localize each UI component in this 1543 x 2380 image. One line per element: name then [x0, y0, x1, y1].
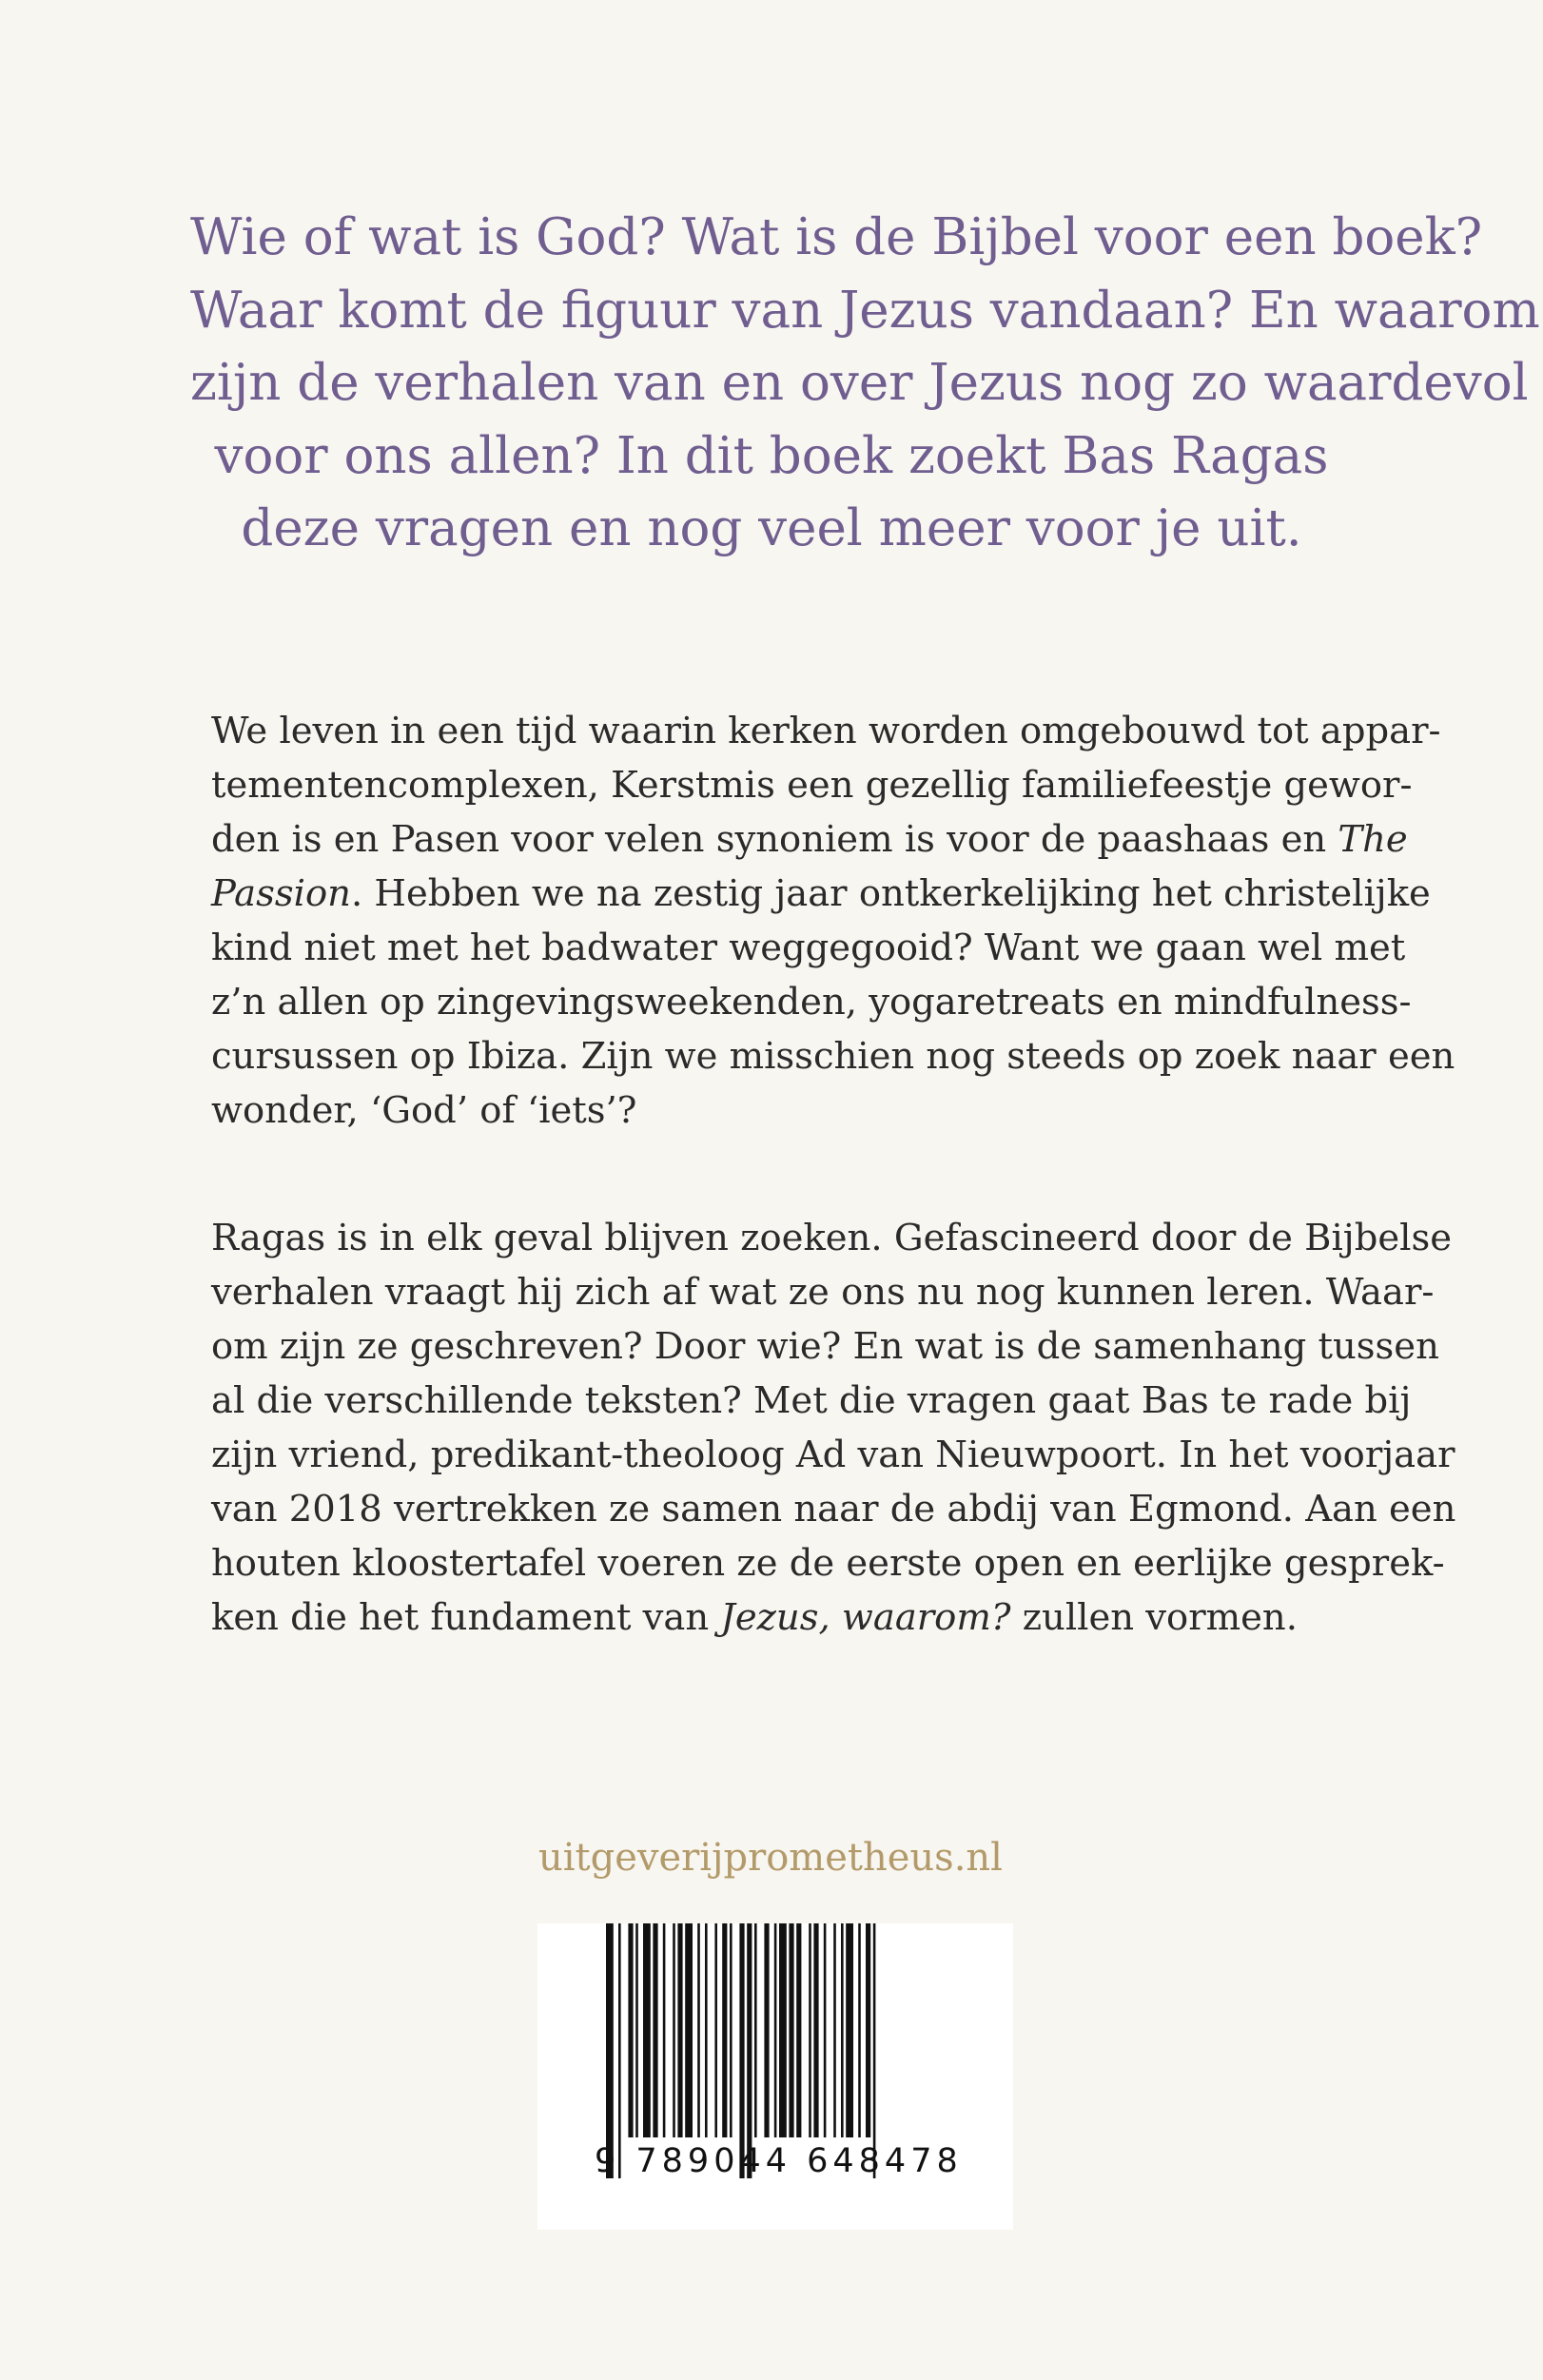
- book-title: Jezus, waarom?: [720, 1596, 1011, 1639]
- barcode-bar: [841, 1923, 844, 2137]
- barcode-bar: [846, 1923, 853, 2137]
- intro-line: deze vragen en nog veel meer voor je uit.: [241, 499, 1302, 557]
- text-line: al die verschillende teksten? Met die vragen gaat Bas te rade bij: [211, 1379, 1412, 1422]
- barcode-bar: [685, 1923, 693, 2137]
- intro-line: zijn de verhalen van en over Jezus nog zo waardevol: [190, 354, 1529, 412]
- text-line: Ragas is in elk geval blijven zoeken. Gefascineerd door de Bijbelse: [211, 1217, 1452, 1259]
- text-line: We leven in een tijd waarin kerken worden omgebouwd tot appar-: [211, 710, 1441, 752]
- barcode-bar: [747, 1923, 752, 2178]
- barcode-bar: [730, 1923, 732, 2137]
- film-title-part: Passion: [211, 872, 351, 915]
- isbn-number: 9 789044 648478: [595, 2142, 963, 2180]
- barcode-bar: [809, 1923, 811, 2137]
- barcode: [537, 1923, 1013, 2230]
- barcode-bar: [866, 1923, 870, 2137]
- text-segment: ken die het fundament van: [211, 1596, 721, 1639]
- barcode-bar: [628, 1923, 633, 2137]
- barcode-bar: [813, 1923, 818, 2137]
- text-line: [211, 1590, 1353, 1645]
- blurb-paragraph-2: [211, 1211, 1456, 1645]
- text-line: [211, 867, 1431, 921]
- barcode-bar: [697, 1923, 700, 2137]
- barcode-bar: [789, 1923, 793, 2137]
- barcode-bar: [774, 1923, 777, 2137]
- barcode-bar: [722, 1923, 727, 2137]
- barcode-bar: [606, 1923, 614, 2178]
- barcode-bar: [635, 1923, 638, 2137]
- barcode-bar: [705, 1923, 708, 2137]
- barcode-bar: [754, 1923, 757, 2137]
- barcode-bar: [653, 1923, 657, 2137]
- text-line: z’n allen op zingevingsweekenden, yogaretreats en mindfulness-: [211, 981, 1412, 1024]
- barcode-bar: [663, 1923, 666, 2137]
- text-line: [211, 812, 1408, 867]
- text-line: van 2018 vertrekken ze samen naar de abdij van Egmond. Aan een: [211, 1488, 1456, 1531]
- barcode-bar: [673, 1923, 675, 2137]
- barcode-bar: [739, 1923, 744, 2178]
- text-line: om zijn ze geschreven? Door wie? En wat is de samenhang tussen: [211, 1325, 1439, 1368]
- text-segment: . Hebben we na zestig jaar ontkerkelijking het christelijke: [350, 872, 1431, 915]
- publisher-website: uitgeverijprometheus.nl: [538, 1836, 1003, 1880]
- barcode-bar: [858, 1923, 861, 2137]
- barcode-bar: [714, 1923, 717, 2137]
- barcode-bar: [873, 1923, 876, 2178]
- barcode-bar: [764, 1923, 769, 2137]
- text-line: verhalen vraagt hij zich af wat ze ons nu nog kunnen leren. Waar-: [211, 1271, 1435, 1314]
- barcode-bar: [824, 1923, 827, 2137]
- barcode-bar: [643, 1923, 651, 2137]
- intro-line: voor ons allen? In dit boek zoekt Bas Ragas: [214, 426, 1329, 485]
- blurb-paragraph-1: [211, 704, 1455, 1138]
- text-segment: zullen vormen.: [1010, 1596, 1298, 1639]
- text-line: houten kloostertafel voeren ze de eerste open en eerlijke gesprek-: [211, 1542, 1445, 1585]
- intro-line: Waar komt de figuur van Jezus vandaan? En waarom: [190, 281, 1540, 340]
- barcode-bar: [833, 1923, 836, 2137]
- barcode-bar: [779, 1923, 787, 2137]
- text-line: cursussen op Ibiza. Zijn we misschien nog steeds op zoek naar een: [211, 1035, 1455, 1078]
- text-line: tementencomplexen, Kerstmis een gezellig familiefeestje gewor-: [211, 764, 1413, 807]
- film-title-part: The: [1338, 818, 1408, 861]
- text-line: wonder, ‘God’ of ‘iets’?: [211, 1089, 637, 1132]
- text-line: zijn vriend, predikant-theoloog Ad van Nieuwpoort. In het voorjaar: [211, 1434, 1455, 1476]
- text-line: kind niet met het badwater weggegooid? Want we gaan wel met: [211, 927, 1406, 969]
- intro-line: Wie of wat is God? Wat is de Bijbel voor een boek?: [190, 208, 1483, 266]
- text-segment: den is en Pasen voor velen synoniem is voor de paashaas en: [211, 818, 1338, 861]
- barcode-bar: [677, 1923, 682, 2137]
- barcode-bar: [618, 1923, 621, 2178]
- barcode-bar: [796, 1923, 801, 2137]
- intro-questions: [190, 202, 1540, 566]
